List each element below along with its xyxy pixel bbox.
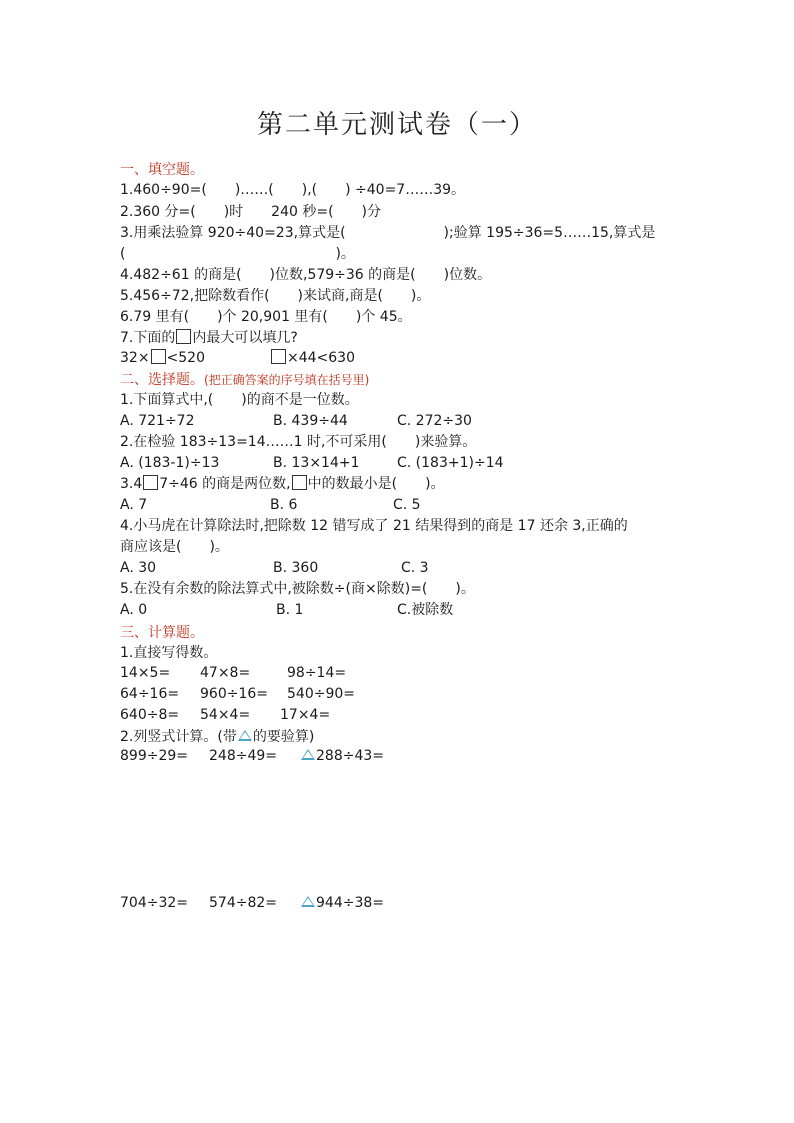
- vertical-calc-item: 704÷32=: [120, 895, 188, 911]
- choice-q4-line2: 商应该是( )。: [120, 539, 229, 555]
- vertical-calc-item: 899÷29=: [120, 748, 188, 764]
- fill-q7-items: [120, 348, 205, 368]
- choice-q4-option-a: A. 30: [120, 560, 157, 576]
- choice-q4-option-b: B. 360: [273, 560, 319, 576]
- fill-q7-prefix: 7.下面的: [120, 330, 176, 346]
- fill-q7-suffix: 内最大可以填几?: [192, 330, 298, 346]
- vertical-calc-expr: 288÷43=: [316, 748, 384, 764]
- fill-q7a-prefix: 32×: [120, 350, 150, 366]
- calc-item: 64÷16=: [120, 686, 180, 702]
- choice-q3-suffix: 中的数最小是( )。: [307, 476, 445, 492]
- section-fill-heading: 一、填空题。: [120, 162, 204, 178]
- vertical-calc-item-check: [300, 746, 384, 766]
- choice-q2-option-c: C. (183+1)÷14: [397, 455, 504, 471]
- calc-item: 540÷90=: [287, 686, 355, 702]
- calc-item: 98÷14=: [287, 665, 347, 681]
- choice-q2: 2.在检验 183÷13=14……1 时,不可采用( )来验算。: [120, 434, 477, 450]
- fill-q4: 4.482÷61 的商是( )位数,579÷36 的商是( )位数。: [120, 267, 492, 283]
- section-calc-heading: 三、计算题。: [120, 625, 204, 641]
- fill-q3-line1: 3.用乘法验算 920÷40=23,算式是( );验算 195÷36=5……15,算式是: [120, 225, 656, 241]
- triangle-icon: [301, 896, 315, 907]
- page-title: 第二单元测试卷（一）: [256, 110, 537, 140]
- section-choice-title: 二、选择题。: [120, 372, 204, 388]
- choice-q4-line1: 4.小马虎在计算除法时,把除数 12 错写成了 21 结果得到的商是 17 还余 3,正确的: [120, 518, 628, 534]
- blank-box-icon: [143, 475, 158, 490]
- fill-q1: 1.460÷90=( )……( ),( ) ÷40=7……39。: [120, 182, 466, 198]
- section-choice-heading: [120, 370, 369, 390]
- triangle-icon: [301, 749, 315, 760]
- calc-item: 14×5=: [120, 665, 171, 681]
- choice-q3-option-b: B. 6: [270, 497, 298, 513]
- calc-item: 54×4=: [200, 707, 251, 723]
- calc-item: 17×4=: [280, 707, 331, 723]
- fill-q7b-suffix: ×44<630: [287, 350, 355, 366]
- choice-q3-option-a: A. 7: [120, 497, 148, 513]
- fill-q2: 2.360 分=( )时 240 秒=( )分: [120, 204, 382, 220]
- vertical-calc-item: 574÷82=: [209, 895, 277, 911]
- fill-q5: 5.456÷72,把除数看作( )来试商,商是( )。: [120, 288, 431, 304]
- choice-q1: 1.下面算式中,( )的商不是一位数。: [120, 392, 359, 408]
- choice-q3: [120, 474, 445, 494]
- fill-q7: [120, 328, 298, 348]
- blank-box-icon: [176, 329, 191, 344]
- fill-q7a-suffix: <520: [166, 350, 205, 366]
- calc-q1: 1.直接写得数。: [120, 645, 218, 661]
- blank-box-icon: [151, 349, 166, 364]
- choice-q3-prefix: 3.4: [120, 476, 143, 492]
- fill-q7b: [270, 348, 355, 368]
- choice-q1-option-c: C. 272÷30: [397, 413, 472, 429]
- blank-box-icon: [271, 349, 286, 364]
- fill-q6: 6.79 里有( )个 20,901 里有( )个 45。: [120, 309, 412, 325]
- blank-box-icon: [292, 475, 307, 490]
- choice-q3-middle: 7÷46 的商是两位数,: [159, 476, 291, 492]
- choice-q1-option-a: A. 721÷72: [120, 413, 195, 429]
- choice-q4-option-c: C. 3: [401, 560, 429, 576]
- fill-q3-line2: ( )。: [120, 246, 355, 262]
- choice-q5: 5.在没有余数的除法算式中,被除数÷(商×除数)=( )。: [120, 581, 475, 597]
- calc-q2: [120, 727, 314, 747]
- vertical-calc-expr: 944÷38=: [316, 895, 384, 911]
- choice-q2-option-a: A. (183-1)÷13: [120, 455, 220, 471]
- vertical-calc-item: 248÷49=: [209, 748, 277, 764]
- section-choice-note: (把正确答案的序号填在括号里): [204, 373, 370, 387]
- choice-q5-option-c: C.被除数: [397, 602, 454, 618]
- triangle-icon: [238, 730, 252, 741]
- calc-item: 960÷16=: [200, 686, 268, 702]
- calc-item: 640÷8=: [120, 707, 180, 723]
- calc-q2-prefix: 2.列竖式计算。(带: [120, 729, 237, 745]
- vertical-calc-item-check: [300, 893, 384, 913]
- calc-q2-suffix: 的要验算): [252, 729, 315, 745]
- choice-q5-option-b: B. 1: [276, 602, 304, 618]
- choice-q1-option-b: B. 439÷44: [273, 413, 348, 429]
- calc-item: 47×8=: [200, 665, 251, 681]
- choice-q3-option-c: C. 5: [393, 497, 421, 513]
- choice-q5-option-a: A. 0: [120, 602, 148, 618]
- choice-q2-option-b: B. 13×14+1: [273, 455, 360, 471]
